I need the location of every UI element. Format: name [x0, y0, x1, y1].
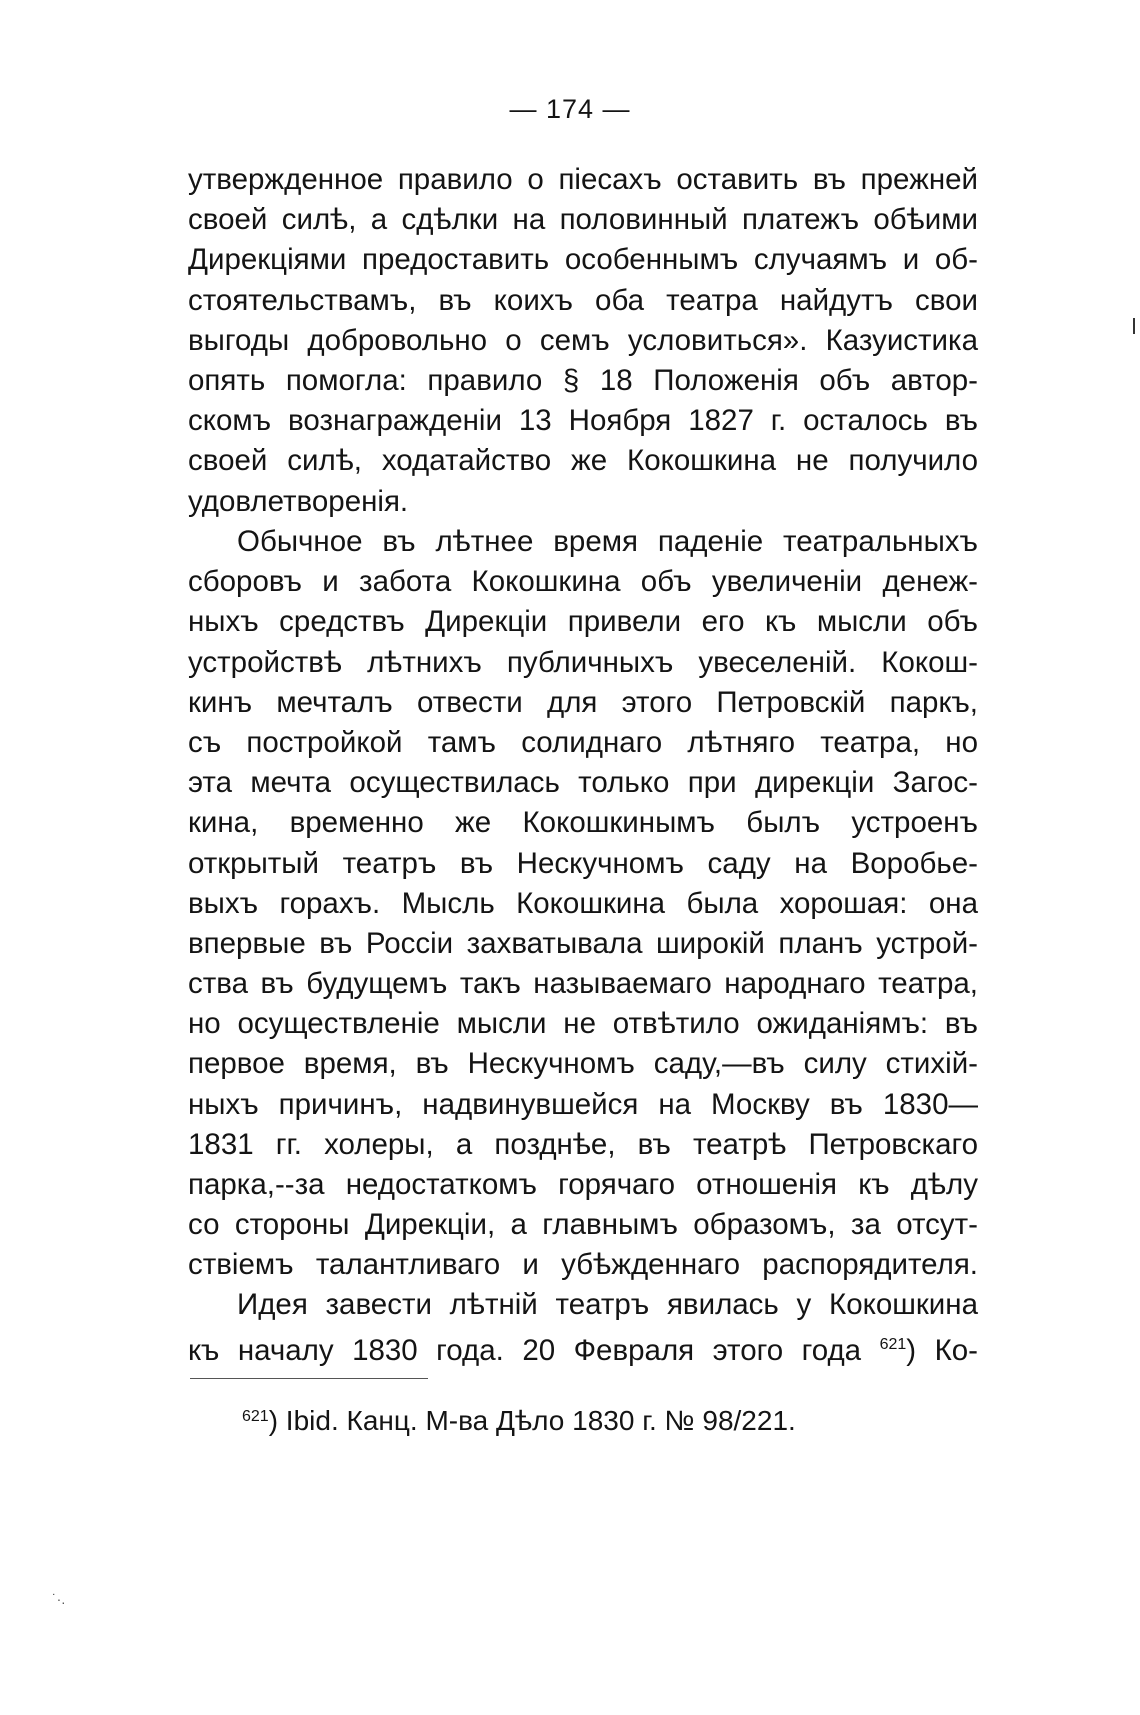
text-line: парка,--за недостаткомъ горячаго отношенія къ дѣлу	[188, 1168, 978, 1201]
text-line: ствіемъ талантливаго и убѣжденнаго распорядителя.	[188, 1248, 978, 1282]
scan-speck: ˙·.	[52, 1591, 66, 1607]
margin-mark	[1133, 318, 1135, 334]
text-line: кина, временно же Кокошкинымъ былъ устроенъ	[188, 806, 978, 840]
text-line: впервые въ Россіи захватывала широкій планъ устрой-	[188, 926, 978, 960]
text-line-with-note-ref	[188, 1325, 978, 1368]
text-line: стоятельствамъ, въ коихъ оба театра найдутъ свои	[188, 283, 978, 317]
text-segment: ) Ко-	[906, 1334, 978, 1368]
paragraph-1	[188, 160, 978, 522]
text-line: удовлетворенія.	[188, 484, 409, 518]
text-line: открытый театръ въ Нескучномъ саду на Воробье-	[188, 846, 978, 880]
text-segment: къ началу 1830 года. 20 Февраля этого года	[188, 1334, 862, 1368]
text-line: устройствѣ лѣтнихъ публичныхъ увеселеній. Кокош-	[188, 645, 978, 679]
text-line: опять помогла: правило § 18 Положенія объ автор-	[188, 363, 978, 397]
text-line: ныхъ причинъ, надвинувшейся на Москву въ 1830—	[188, 1087, 978, 1121]
text-line: своей силѣ, ходатайство же Кокошкина не получило	[188, 444, 978, 478]
text-line: Дирекціями предоставить особеннымъ случаямъ и об-	[188, 243, 978, 277]
text-line: 1831 гг. холеры, а позднѣе, въ театрѣ Петровскаго	[188, 1127, 978, 1161]
text-line: выхъ горахъ. Мысль Кокошкина была хорошая: она	[188, 886, 978, 920]
footnote-divider	[190, 1378, 428, 1379]
text-line: ныхъ средствъ Дирекціи привели его къ мысли объ	[188, 605, 978, 639]
text-line: ства въ будущемъ такъ называемаго народнаго театра,	[188, 967, 978, 1001]
text-line: но осуществленіе мысли не отвѣтило ожиданіямъ: въ	[188, 1007, 978, 1041]
text-line: Идея завести лѣтній театръ явилась у Кокошкина	[237, 1288, 978, 1321]
text-line: первое время, въ Нескучномъ саду,—въ силу стихій-	[188, 1047, 978, 1081]
text-line: съ постройкой тамъ солиднаго лѣтняго театра, но	[188, 725, 978, 759]
text-line: своей силѣ, а сдѣлки на половинный платежъ обѣими	[188, 203, 978, 237]
text-line: скомъ вознагражденіи 13 Ноября 1827 г. осталось въ	[188, 404, 978, 438]
text-line: со стороны Дирекціи, а главнымъ образомъ, за отсут-	[188, 1208, 978, 1242]
text-line: выгоды добровольно о семъ условиться». Казуистика	[188, 323, 978, 357]
text-line: эта мечта осуществилась только при дирекціи Загос-	[188, 766, 978, 800]
paragraph-3	[188, 1285, 978, 1368]
footnote	[242, 1397, 796, 1441]
paragraph-2	[188, 522, 978, 1286]
text-line: кинъ мечталъ отвести для этого Петровскій паркъ,	[188, 685, 978, 719]
text-line: утвержденное правило о піесахъ оставить въ прежней	[188, 163, 978, 196]
footnote-marker: 621	[242, 1408, 269, 1425]
footnote-reference[interactable]: 621	[879, 1336, 907, 1354]
footnote-text: ) Ibid. Канц. М-ва Дѣло 1830 г. № 98/221.	[268, 1405, 796, 1436]
text-line: Обычное въ лѣтнее время паденіе театральныхъ	[237, 525, 978, 558]
page-number: — 174 —	[509, 94, 631, 124]
text-line: сборовъ и забота Кокошкина объ увеличеніи денеж-	[188, 565, 978, 599]
